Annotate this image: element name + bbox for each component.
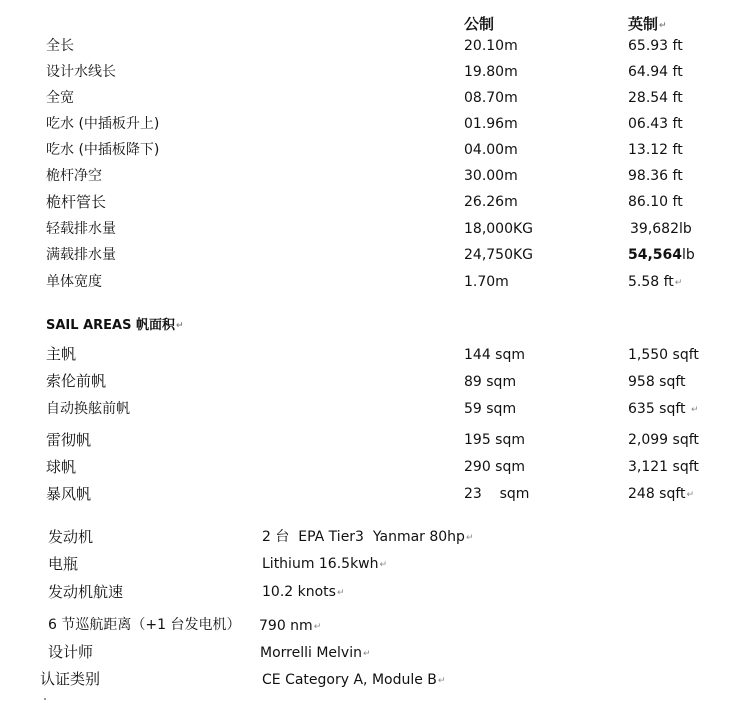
spec-value-designer: Morrelli Melvin↵ bbox=[260, 645, 371, 661]
sail-label-solent: 索伦前帆 bbox=[46, 372, 107, 390]
return-mark: ↵ bbox=[690, 405, 699, 415]
spec-label-engine: 发动机 bbox=[48, 528, 94, 546]
dim-imperial-light-displacement: 39,682lb bbox=[630, 221, 692, 237]
dim-imperial-full-displacement bbox=[628, 245, 695, 265]
return-mark: ↵ bbox=[465, 533, 474, 543]
sail-label-spinnaker: 球帆 bbox=[46, 458, 77, 476]
dim-metric-overall-length: 20.10m bbox=[464, 38, 518, 54]
spec-value-battery: Lithium 16.5kwh↵ bbox=[262, 556, 388, 572]
return-mark: ↵ bbox=[336, 588, 345, 598]
return-mark: ↵ bbox=[674, 278, 683, 288]
stray-dot bbox=[44, 698, 46, 700]
spec-label-cruising-range: 6 节巡航距离（+1 台发电机） bbox=[48, 617, 241, 633]
sail-areas-title: SAIL AREAS 帆面积↵ bbox=[46, 318, 184, 333]
dim-imperial-hull-width: 5.58 ft↵ bbox=[628, 274, 683, 290]
spec-value-engine: 2 台 EPA Tier3 Yanmar 80hp↵ bbox=[262, 529, 474, 545]
dim-metric-mast-length: 26.26m bbox=[464, 194, 518, 210]
spec-label-battery: 电瓶 bbox=[48, 555, 79, 573]
spec-value-engine-speed: 10.2 knots↵ bbox=[262, 584, 345, 600]
dim-label-draft-board-down: 吃水 (中插板降下) bbox=[46, 142, 160, 158]
dim-metric-full-displacement: 24,750KG bbox=[464, 247, 534, 263]
sail-label-self-tacking-jib: 自动换舷前帆 bbox=[46, 401, 130, 417]
sail-imperial-spinnaker: 3,121 sqft bbox=[628, 459, 699, 475]
dim-imperial-full-displacement-unit: lb bbox=[682, 247, 695, 263]
return-mark: ↵ bbox=[175, 321, 184, 331]
dim-metric-light-displacement: 18,000KG bbox=[464, 221, 534, 237]
sail-metric-solent: 89 sqm bbox=[464, 374, 517, 390]
sail-label-main: 主帆 bbox=[46, 345, 77, 363]
sail-imperial-main: 1,550 sqft bbox=[628, 347, 699, 363]
sail-metric-storm: 23 sqm bbox=[464, 486, 530, 502]
sail-label-reacher: 雷彻帆 bbox=[46, 431, 92, 449]
return-mark: ↵ bbox=[659, 21, 667, 31]
sail-imperial-self-tacking-jib: 635 sqft ↵ bbox=[628, 401, 699, 417]
dim-imperial-mast-length: 86.10 ft bbox=[628, 194, 683, 210]
sail-metric-self-tacking-jib: 59 sqm bbox=[464, 401, 517, 417]
dim-label-draft-board-up: 吃水 (中插板升上) bbox=[46, 116, 160, 132]
dim-metric-mast-clearance: 30.00m bbox=[464, 168, 518, 184]
dim-metric-draft-board-up: 01.96m bbox=[464, 116, 518, 132]
dim-label-mast-clearance: 桅杆净空 bbox=[46, 168, 102, 184]
sail-label-storm: 暴风帆 bbox=[46, 485, 92, 503]
dim-metric-waterline-length: 19.80m bbox=[464, 64, 518, 80]
sail-metric-reacher: 195 sqm bbox=[464, 432, 525, 448]
spec-label-designer: 设计师 bbox=[48, 643, 94, 661]
spec-value-certification: CE Category A, Module B↵ bbox=[262, 672, 446, 688]
return-mark: ↵ bbox=[686, 490, 695, 500]
sail-imperial-solent: 958 sqft bbox=[628, 374, 686, 390]
return-mark: ↵ bbox=[437, 676, 446, 686]
dim-metric-beam: 08.70m bbox=[464, 90, 518, 106]
dim-imperial-waterline-length: 64.94 ft bbox=[628, 64, 683, 80]
dim-metric-hull-width: 1.70m bbox=[464, 274, 509, 290]
dim-imperial-draft-board-down: 13.12 ft bbox=[628, 142, 683, 158]
dim-label-overall-length: 全长 bbox=[46, 38, 74, 54]
return-mark: ↵ bbox=[379, 560, 388, 570]
spec-label-certification: 认证类别 bbox=[40, 670, 101, 688]
spec-label-engine-speed: 发动机航速 bbox=[48, 583, 124, 601]
dim-imperial-beam: 28.54 ft bbox=[628, 90, 683, 106]
return-mark: ↵ bbox=[362, 649, 371, 659]
dim-label-light-displacement: 轻载排水量 bbox=[46, 221, 116, 237]
metric-column-header: 公制 bbox=[464, 15, 495, 33]
sail-imperial-storm: 248 sqft↵ bbox=[628, 486, 695, 502]
dim-label-waterline-length: 设计水线长 bbox=[46, 64, 116, 80]
sail-metric-main: 144 sqm bbox=[464, 347, 525, 363]
dim-metric-draft-board-down: 04.00m bbox=[464, 142, 518, 158]
sail-metric-spinnaker: 290 sqm bbox=[464, 459, 525, 475]
dim-imperial-mast-clearance: 98.36 ft bbox=[628, 168, 683, 184]
sail-imperial-reacher: 2,099 sqft bbox=[628, 432, 699, 448]
dim-label-full-displacement: 满载排水量 bbox=[46, 247, 116, 263]
dim-label-mast-length: 桅杆管长 bbox=[46, 193, 107, 211]
dim-label-hull-width: 单体宽度 bbox=[46, 274, 102, 290]
dim-imperial-overall-length: 65.93 ft bbox=[628, 38, 683, 54]
dim-label-beam: 全宽 bbox=[46, 90, 74, 106]
spec-value-cruising-range: 790 nm↵ bbox=[259, 618, 322, 634]
imperial-column-header: 英制↵ bbox=[628, 15, 667, 33]
dim-imperial-draft-board-up: 06.43 ft bbox=[628, 116, 683, 132]
return-mark: ↵ bbox=[313, 622, 322, 632]
dim-imperial-full-displacement-value: 54,564 bbox=[628, 247, 683, 263]
